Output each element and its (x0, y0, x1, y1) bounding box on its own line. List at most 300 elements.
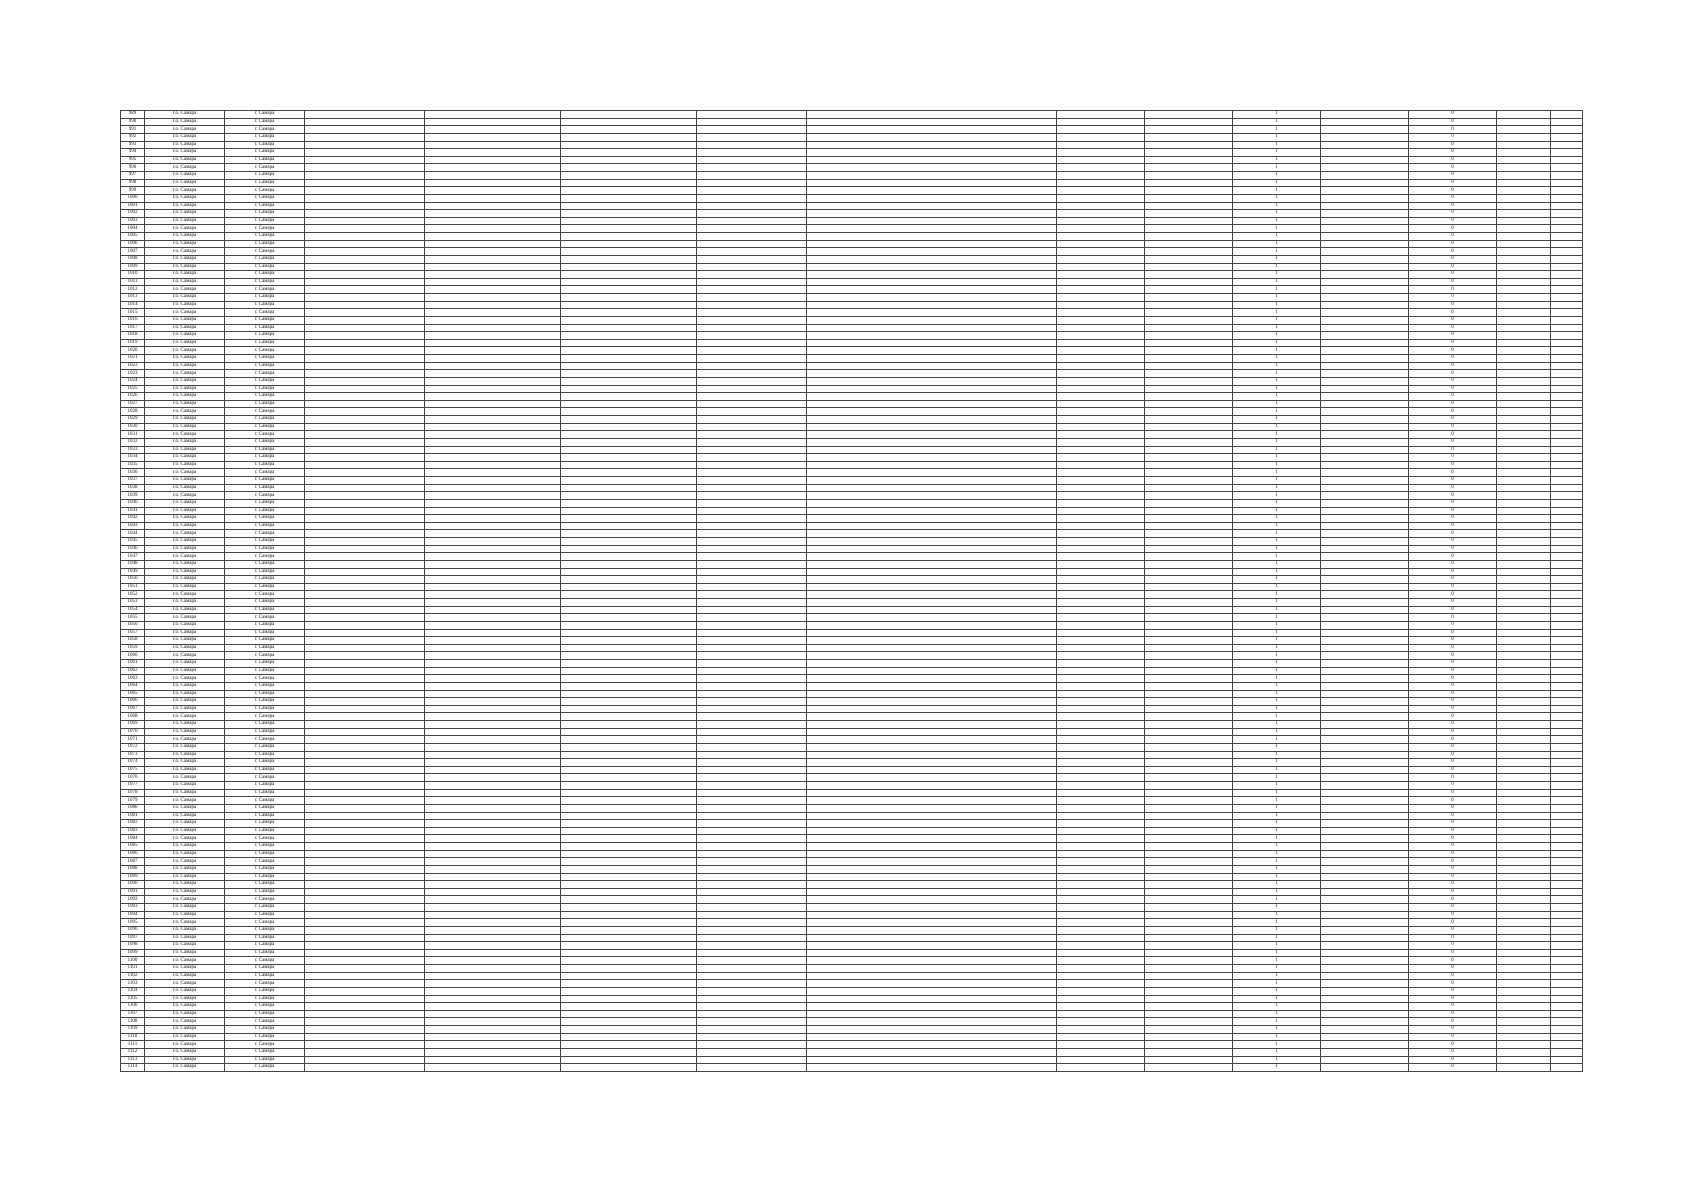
cell-year (1551, 621, 1583, 629)
cell-c13: 0 (1409, 225, 1497, 233)
cell-year (1551, 499, 1583, 507)
cell-organization (561, 728, 697, 736)
cell-c11: 1 (1233, 743, 1321, 751)
cell-c11: 1 (1233, 652, 1321, 660)
cell-work (425, 972, 561, 980)
cell-num: 1098 (121, 942, 145, 950)
cell-c10 (1145, 972, 1233, 980)
cell-year (1551, 713, 1583, 721)
cell-work (425, 156, 561, 164)
cell-organization (561, 1018, 697, 1026)
cell-organization (561, 1010, 697, 1018)
cell-num: 1099 (121, 949, 145, 957)
registry-table (120, 110, 1583, 1072)
cell-city: г. Самара (225, 507, 305, 515)
cell-num: 1088 (121, 865, 145, 873)
cell-c9 (1057, 1026, 1145, 1034)
cell-address (807, 255, 1057, 263)
cell-address (807, 133, 1057, 141)
cell-city: г. Самара (225, 309, 305, 317)
cell-month (1497, 118, 1551, 126)
cell-city: г. Самара (225, 515, 305, 523)
cell-work (425, 522, 561, 530)
cell-num: 1032 (121, 438, 145, 446)
cell-address (807, 347, 1057, 355)
cell-c10 (1145, 827, 1233, 835)
cell-c10 (1145, 904, 1233, 912)
cell-city: г. Самара (225, 393, 305, 401)
cell-district: г.о. Самара (145, 713, 225, 721)
cell-c13: 0 (1409, 1033, 1497, 1041)
cell-work (425, 896, 561, 904)
cell-month (1497, 507, 1551, 515)
cell-c9 (1057, 660, 1145, 668)
cell-c13: 0 (1409, 759, 1497, 767)
cell-address (807, 736, 1057, 744)
cell-c12 (1321, 896, 1409, 904)
cell-c10 (1145, 804, 1233, 812)
cell-address (807, 499, 1057, 507)
cell-work (425, 179, 561, 187)
cell-num: 1041 (121, 507, 145, 515)
cell-territory (305, 850, 425, 858)
cell-district: г.о. Самара (145, 774, 225, 782)
cell-month (1497, 385, 1551, 393)
cell-c9 (1057, 477, 1145, 485)
cell-month (1497, 438, 1551, 446)
cell-city: г. Самара (225, 499, 305, 507)
cell-city: г. Самара (225, 118, 305, 126)
table-row (121, 782, 1583, 790)
cell-c10 (1145, 332, 1233, 340)
cell-c9 (1057, 538, 1145, 546)
table-row (121, 751, 1583, 759)
table-row (121, 568, 1583, 576)
cell-territory (305, 560, 425, 568)
cell-month (1497, 774, 1551, 782)
cell-c12 (1321, 545, 1409, 553)
cell-month (1497, 126, 1551, 134)
cell-territory (305, 1064, 425, 1072)
cell-c9 (1057, 393, 1145, 401)
cell-c13: 0 (1409, 217, 1497, 225)
cell-address (807, 751, 1057, 759)
cell-c13: 0 (1409, 477, 1497, 485)
cell-territory (305, 278, 425, 286)
cell-c12 (1321, 576, 1409, 584)
cell-district: г.о. Самара (145, 949, 225, 957)
cell-organization (561, 1033, 697, 1041)
cell-city: г. Самара (225, 858, 305, 866)
cell-c9 (1057, 553, 1145, 561)
cell-city: г. Самара (225, 461, 305, 469)
cell-work (425, 461, 561, 469)
cell-address (807, 606, 1057, 614)
cell-territory (305, 461, 425, 469)
cell-work (425, 881, 561, 889)
cell-c10 (1145, 942, 1233, 950)
cell-year (1551, 301, 1583, 309)
table-row (121, 316, 1583, 324)
cell-c12 (1321, 263, 1409, 271)
cell-c10 (1145, 210, 1233, 218)
cell-address (807, 896, 1057, 904)
cell-num: 1018 (121, 332, 145, 340)
cell-city: г. Самара (225, 888, 305, 896)
cell-c9 (1057, 599, 1145, 607)
cell-organization (561, 133, 697, 141)
cell-cadastral (697, 233, 807, 241)
cell-num: 1045 (121, 538, 145, 546)
cell-territory (305, 255, 425, 263)
cell-address (807, 1033, 1057, 1041)
cell-work (425, 347, 561, 355)
cell-territory (305, 820, 425, 828)
cell-c12 (1321, 233, 1409, 241)
cell-month (1497, 858, 1551, 866)
cell-territory (305, 225, 425, 233)
cell-work (425, 202, 561, 210)
document-sheet (120, 110, 1582, 1072)
cell-district: г.о. Самара (145, 599, 225, 607)
cell-city: г. Самара (225, 172, 305, 180)
cell-c12 (1321, 713, 1409, 721)
cell-address (807, 187, 1057, 195)
cell-month (1497, 477, 1551, 485)
table-row (121, 721, 1583, 729)
cell-c12 (1321, 255, 1409, 263)
cell-territory (305, 721, 425, 729)
cell-district: г.о. Самара (145, 637, 225, 645)
cell-month (1497, 614, 1551, 622)
cell-year (1551, 400, 1583, 408)
cell-address (807, 179, 1057, 187)
cell-num: 1039 (121, 492, 145, 500)
cell-c12 (1321, 141, 1409, 149)
cell-c10 (1145, 934, 1233, 942)
cell-c9 (1057, 942, 1145, 950)
cell-work (425, 728, 561, 736)
cell-territory (305, 240, 425, 248)
cell-c9 (1057, 530, 1145, 538)
cell-cadastral (697, 721, 807, 729)
cell-cadastral (697, 271, 807, 279)
cell-num: 1061 (121, 660, 145, 668)
cell-c9 (1057, 1018, 1145, 1026)
cell-year (1551, 324, 1583, 332)
cell-c11: 1 (1233, 400, 1321, 408)
cell-organization (561, 583, 697, 591)
cell-c12 (1321, 484, 1409, 492)
cell-organization (561, 194, 697, 202)
cell-territory (305, 202, 425, 210)
cell-work (425, 675, 561, 683)
cell-month (1497, 233, 1551, 241)
cell-c10 (1145, 576, 1233, 584)
cell-c11: 1 (1233, 133, 1321, 141)
table-row (121, 1026, 1583, 1034)
cell-work (425, 942, 561, 950)
cell-year (1551, 759, 1583, 767)
cell-cadastral (697, 911, 807, 919)
cell-c11: 1 (1233, 492, 1321, 500)
cell-city: г. Самара (225, 934, 305, 942)
cell-num: 1085 (121, 843, 145, 851)
cell-district: г.о. Самара (145, 652, 225, 660)
cell-district: г.о. Самара (145, 987, 225, 995)
cell-c13: 0 (1409, 164, 1497, 172)
cell-address (807, 324, 1057, 332)
cell-organization (561, 865, 697, 873)
cell-c10 (1145, 797, 1233, 805)
cell-district: г.о. Самара (145, 728, 225, 736)
cell-month (1497, 179, 1551, 187)
cell-city: г. Самара (225, 911, 305, 919)
cell-num: 1035 (121, 461, 145, 469)
cell-territory (305, 316, 425, 324)
cell-year (1551, 164, 1583, 172)
cell-c13: 0 (1409, 637, 1497, 645)
cell-organization (561, 843, 697, 851)
table-row (121, 812, 1583, 820)
cell-organization (561, 690, 697, 698)
cell-c13: 0 (1409, 667, 1497, 675)
cell-cadastral (697, 309, 807, 317)
table-row (121, 179, 1583, 187)
cell-c11: 1 (1233, 217, 1321, 225)
cell-c12 (1321, 332, 1409, 340)
table-row (121, 1033, 1583, 1041)
cell-month (1497, 294, 1551, 302)
cell-num: 992 (121, 133, 145, 141)
cell-month (1497, 987, 1551, 995)
cell-work (425, 286, 561, 294)
cell-c11: 1 (1233, 286, 1321, 294)
cell-district: г.о. Самара (145, 904, 225, 912)
cell-address (807, 423, 1057, 431)
table-row (121, 225, 1583, 233)
cell-address (807, 240, 1057, 248)
cell-c10 (1145, 599, 1233, 607)
cell-c12 (1321, 538, 1409, 546)
cell-district: г.о. Самара (145, 896, 225, 904)
cell-address (807, 743, 1057, 751)
cell-num: 1060 (121, 652, 145, 660)
cell-address (807, 827, 1057, 835)
cell-c13: 0 (1409, 1056, 1497, 1064)
cell-c12 (1321, 850, 1409, 858)
cell-address (807, 294, 1057, 302)
cell-year (1551, 926, 1583, 934)
cell-c10 (1145, 820, 1233, 828)
cell-district: г.о. Самара (145, 1010, 225, 1018)
table-row (121, 743, 1583, 751)
cell-c9 (1057, 957, 1145, 965)
cell-city: г. Самара (225, 606, 305, 614)
cell-district: г.о. Самара (145, 812, 225, 820)
cell-district: г.о. Самара (145, 469, 225, 477)
cell-year (1551, 522, 1583, 530)
cell-territory (305, 1048, 425, 1056)
cell-city: г. Самара (225, 538, 305, 546)
cell-year (1551, 202, 1583, 210)
table-row (121, 301, 1583, 309)
cell-c10 (1145, 583, 1233, 591)
cell-num: 1005 (121, 233, 145, 241)
table-row (121, 530, 1583, 538)
cell-c12 (1321, 149, 1409, 157)
cell-c11: 1 (1233, 423, 1321, 431)
cell-city: г. Самара (225, 1026, 305, 1034)
cell-c13: 0 (1409, 530, 1497, 538)
cell-organization (561, 454, 697, 462)
cell-organization (561, 820, 697, 828)
cell-cadastral (697, 660, 807, 668)
cell-year (1551, 362, 1583, 370)
cell-c9 (1057, 545, 1145, 553)
cell-work (425, 858, 561, 866)
cell-month (1497, 499, 1551, 507)
cell-cadastral (697, 1056, 807, 1064)
table-row (121, 141, 1583, 149)
cell-c10 (1145, 1064, 1233, 1072)
cell-district: г.о. Самара (145, 210, 225, 218)
cell-district: г.о. Самара (145, 911, 225, 919)
cell-year (1551, 438, 1583, 446)
cell-num: 990 (121, 118, 145, 126)
cell-territory (305, 393, 425, 401)
cell-organization (561, 507, 697, 515)
cell-territory (305, 987, 425, 995)
cell-c12 (1321, 614, 1409, 622)
cell-c9 (1057, 172, 1145, 180)
cell-address (807, 286, 1057, 294)
cell-c13: 0 (1409, 461, 1497, 469)
cell-year (1551, 492, 1583, 500)
cell-c10 (1145, 240, 1233, 248)
cell-num: 1057 (121, 629, 145, 637)
cell-num: 1094 (121, 911, 145, 919)
cell-year (1551, 637, 1583, 645)
cell-city: г. Самара (225, 301, 305, 309)
cell-c13: 0 (1409, 736, 1497, 744)
cell-c9 (1057, 362, 1145, 370)
table-row (121, 621, 1583, 629)
cell-c10 (1145, 271, 1233, 279)
cell-c11: 1 (1233, 469, 1321, 477)
table-row (121, 865, 1583, 873)
cell-c9 (1057, 576, 1145, 584)
cell-organization (561, 278, 697, 286)
cell-address (807, 987, 1057, 995)
cell-year (1551, 507, 1583, 515)
cell-num: 1075 (121, 766, 145, 774)
cell-c10 (1145, 782, 1233, 790)
cell-c9 (1057, 355, 1145, 363)
cell-c13: 0 (1409, 324, 1497, 332)
cell-c11: 1 (1233, 637, 1321, 645)
cell-c13: 0 (1409, 858, 1497, 866)
cell-address (807, 111, 1057, 119)
cell-month (1497, 690, 1551, 698)
cell-c10 (1145, 278, 1233, 286)
cell-territory (305, 294, 425, 302)
cell-organization (561, 850, 697, 858)
cell-c11: 1 (1233, 438, 1321, 446)
cell-address (807, 713, 1057, 721)
cell-cadastral (697, 751, 807, 759)
cell-c10 (1145, 385, 1233, 393)
cell-work (425, 759, 561, 767)
cell-c12 (1321, 362, 1409, 370)
cell-organization (561, 759, 697, 767)
cell-c13: 0 (1409, 515, 1497, 523)
cell-c11: 1 (1233, 316, 1321, 324)
cell-c10 (1145, 911, 1233, 919)
cell-city: г. Самара (225, 355, 305, 363)
cell-city: г. Самара (225, 919, 305, 927)
cell-month (1497, 492, 1551, 500)
cell-c9 (1057, 789, 1145, 797)
cell-organization (561, 469, 697, 477)
table-row (121, 667, 1583, 675)
cell-c10 (1145, 865, 1233, 873)
cell-month (1497, 339, 1551, 347)
cell-c11: 1 (1233, 888, 1321, 896)
cell-c13: 0 (1409, 149, 1497, 157)
cell-organization (561, 225, 697, 233)
cell-work (425, 294, 561, 302)
cell-num: 1011 (121, 278, 145, 286)
cell-cadastral (697, 446, 807, 454)
cell-c11: 1 (1233, 965, 1321, 973)
cell-c12 (1321, 202, 1409, 210)
cell-organization (561, 111, 697, 119)
cell-c13: 0 (1409, 690, 1497, 698)
cell-district: г.о. Самара (145, 621, 225, 629)
cell-organization (561, 187, 697, 195)
cell-c10 (1145, 850, 1233, 858)
cell-city: г. Самара (225, 644, 305, 652)
cell-c13: 0 (1409, 1048, 1497, 1056)
cell-district: г.о. Самара (145, 789, 225, 797)
table-row (121, 637, 1583, 645)
cell-c13: 0 (1409, 599, 1497, 607)
cell-num: 1074 (121, 759, 145, 767)
cell-address (807, 400, 1057, 408)
cell-c13: 0 (1409, 660, 1497, 668)
cell-territory (305, 355, 425, 363)
table-row (121, 255, 1583, 263)
cell-month (1497, 789, 1551, 797)
cell-organization (561, 675, 697, 683)
cell-city: г. Самара (225, 111, 305, 119)
cell-district: г.о. Самара (145, 309, 225, 317)
cell-year (1551, 187, 1583, 195)
cell-organization (561, 621, 697, 629)
cell-c13: 0 (1409, 202, 1497, 210)
cell-year (1551, 667, 1583, 675)
cell-cadastral (697, 591, 807, 599)
cell-c12 (1321, 804, 1409, 812)
cell-city: г. Самара (225, 782, 305, 790)
cell-month (1497, 751, 1551, 759)
cell-c10 (1145, 888, 1233, 896)
cell-c11: 1 (1233, 156, 1321, 164)
cell-c12 (1321, 728, 1409, 736)
cell-c9 (1057, 515, 1145, 523)
cell-c11: 1 (1233, 865, 1321, 873)
